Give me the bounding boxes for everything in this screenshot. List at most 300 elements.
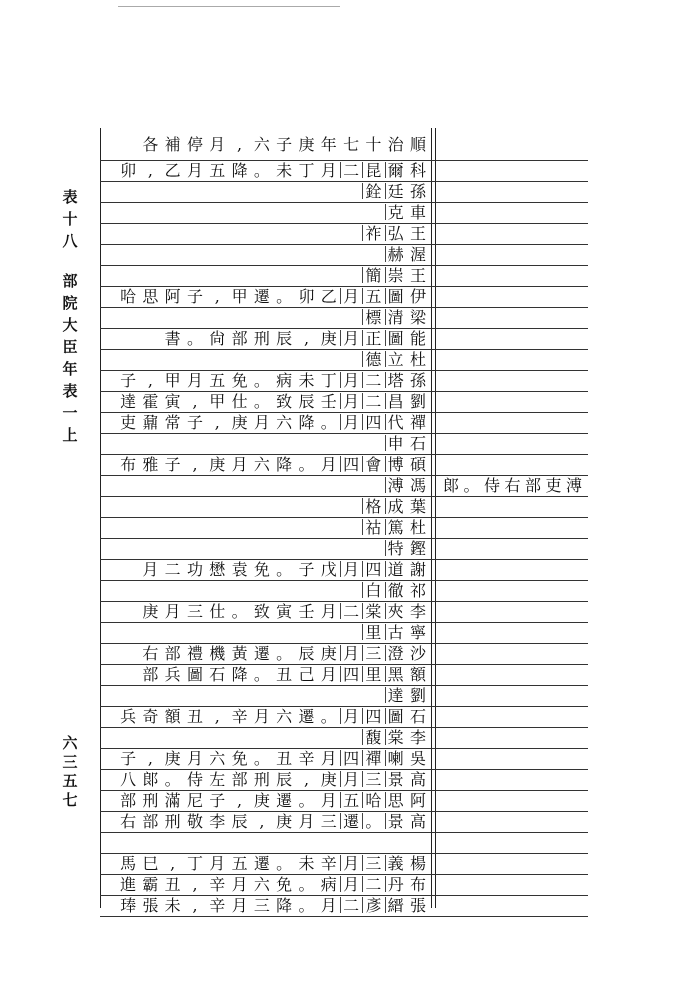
row-char: 免 <box>253 560 270 579</box>
page-number-char: 七 <box>62 791 78 809</box>
row-char: 六 <box>276 707 293 726</box>
name-separator-tick <box>385 771 386 787</box>
name-separator-tick <box>385 414 386 430</box>
name-separator-tick <box>385 687 386 703</box>
row-char: 丹 <box>387 875 404 894</box>
name-separator-tick <box>362 603 363 619</box>
row-char: 月 <box>253 707 270 726</box>
row-char: 孫 <box>409 182 426 201</box>
sidebar-title-char: 一 <box>62 404 78 422</box>
row-char: 丑 <box>276 665 293 684</box>
name-separator-tick <box>362 519 363 535</box>
row-char: , <box>147 749 153 768</box>
row-char: 病 <box>320 875 337 894</box>
row-char: 乙 <box>164 161 181 180</box>
table-row <box>104 790 428 811</box>
name-separator-tick <box>385 561 386 577</box>
row-char: 。 <box>253 665 270 684</box>
row-char: 月 <box>343 287 360 306</box>
row-char: 圖 <box>387 329 404 348</box>
row-char: 李 <box>409 728 426 747</box>
row-char: 昌 <box>387 392 404 411</box>
table-row <box>104 853 428 874</box>
table-row <box>104 517 428 538</box>
row-char: 達 <box>387 686 404 705</box>
row-char: 右 <box>142 644 159 663</box>
row-char: 子 <box>186 413 203 432</box>
row-char: 未 <box>298 854 315 873</box>
row-char: 廷 <box>387 182 404 201</box>
name-separator-tick <box>340 792 341 808</box>
row-char: 遷 <box>298 707 315 726</box>
name-separator-tick <box>340 666 341 682</box>
row-char: 遷 <box>253 287 270 306</box>
row-char: 月 <box>320 665 337 684</box>
row-char: 辰 <box>298 644 315 663</box>
row-char: 布 <box>409 875 426 894</box>
row-char: 子 <box>276 135 293 154</box>
row-char: 昆 <box>365 161 382 180</box>
table-row <box>104 622 428 643</box>
row-char: 義 <box>387 854 404 873</box>
row-char: 八 <box>120 770 137 789</box>
scan-edge-line <box>118 6 340 7</box>
name-separator-tick <box>340 603 341 619</box>
name-separator-tick <box>362 183 363 199</box>
row-char: 月 <box>343 875 360 894</box>
row-char: 。 <box>276 854 293 873</box>
row-char: 四 <box>343 455 360 474</box>
name-separator-tick <box>340 750 341 766</box>
sidebar-title-char: 年 <box>62 360 78 378</box>
name-separator-tick <box>340 708 341 724</box>
row-char: 辛 <box>209 896 226 915</box>
row-char: 己 <box>298 665 315 684</box>
name-separator-tick <box>362 225 363 241</box>
name-separator-tick <box>362 771 363 787</box>
row-char: 祚 <box>365 224 382 243</box>
row-char: 五 <box>231 854 248 873</box>
row-char: 侍 <box>186 770 203 789</box>
name-separator-tick <box>362 582 363 598</box>
row-char: 特 <box>387 539 404 558</box>
row-char: 寅 <box>164 392 181 411</box>
row-char: 補 <box>164 135 181 154</box>
row-char: 順 <box>409 135 426 154</box>
row-char: 降 <box>276 896 293 915</box>
right-column-char: 吏 <box>545 476 562 495</box>
name-separator-tick <box>340 372 341 388</box>
row-char: 額 <box>164 707 181 726</box>
row-char: 道 <box>387 560 404 579</box>
row-char: 吳 <box>409 749 426 768</box>
page-number-char: 五 <box>62 772 78 790</box>
row-char: 三 <box>320 812 337 831</box>
row-char: 馬 <box>120 854 137 873</box>
row-char: 六 <box>253 455 270 474</box>
row-char: 五 <box>209 371 226 390</box>
row-char: 子 <box>120 749 137 768</box>
row-divider <box>100 916 588 917</box>
right-column-char: 侍 <box>483 476 500 495</box>
row-char: 古 <box>387 623 404 642</box>
name-separator-tick <box>362 645 363 661</box>
name-separator-tick <box>340 456 341 472</box>
row-char: 會 <box>365 455 382 474</box>
row-char: 鼐 <box>142 413 159 432</box>
name-separator-tick <box>340 288 341 304</box>
row-char: 郞 <box>142 770 159 789</box>
row-char: 辰 <box>276 329 293 348</box>
row-char: 壬 <box>298 602 315 621</box>
table-row <box>104 769 428 790</box>
row-char: 庚 <box>164 749 181 768</box>
name-separator-tick <box>362 393 363 409</box>
row-char: 楊 <box>409 854 426 873</box>
name-separator-tick <box>362 750 363 766</box>
table-row <box>104 160 428 181</box>
table-row <box>104 307 428 328</box>
name-separator-tick <box>385 876 386 892</box>
name-separator-tick <box>385 330 386 346</box>
name-separator-tick <box>385 309 386 325</box>
row-char: 三 <box>253 896 270 915</box>
row-char: 月 <box>343 371 360 390</box>
row-char: 月 <box>343 644 360 663</box>
row-char: , <box>192 875 198 894</box>
name-separator-tick <box>340 393 341 409</box>
row-char: , <box>237 135 243 154</box>
row-char: 布 <box>120 455 137 474</box>
row-char: 降 <box>231 665 248 684</box>
row-char: , <box>147 371 153 390</box>
name-separator-tick <box>362 351 363 367</box>
row-char: 。 <box>231 602 248 621</box>
row-char: 。 <box>276 560 293 579</box>
row-char: 月 <box>320 161 337 180</box>
row-char: 琫 <box>120 896 137 915</box>
row-char: 部 <box>231 770 248 789</box>
name-separator-tick <box>385 540 386 556</box>
row-char: 黃 <box>231 644 248 663</box>
row-char: 景 <box>387 770 404 789</box>
row-char: 子 <box>209 791 226 810</box>
row-char: 袁 <box>231 560 248 579</box>
row-char: 。 <box>253 371 270 390</box>
row-char: 阿 <box>164 287 181 306</box>
row-char: 。 <box>365 812 382 831</box>
name-separator-tick <box>340 162 341 178</box>
row-char: 月 <box>298 812 315 831</box>
row-char: 免 <box>231 371 248 390</box>
row-char: 彥 <box>365 896 382 915</box>
row-char: 。 <box>298 896 315 915</box>
row-char: 年 <box>320 135 337 154</box>
row-char: , <box>147 161 153 180</box>
row-char: 辛 <box>209 875 226 894</box>
name-separator-tick <box>362 372 363 388</box>
row-char: , <box>192 392 198 411</box>
row-char: 哈 <box>365 791 382 810</box>
sidebar-title-char: 臣 <box>62 338 78 356</box>
table-row <box>104 223 428 244</box>
table-row <box>104 601 428 622</box>
right-column-entry <box>437 475 587 496</box>
name-separator-tick <box>362 330 363 346</box>
row-char: 未 <box>298 371 315 390</box>
row-char: 阿 <box>409 791 426 810</box>
name-separator-tick <box>362 666 363 682</box>
row-char: 甲 <box>164 371 181 390</box>
name-separator-tick <box>385 435 386 451</box>
table-row <box>104 412 428 433</box>
page-number-char: 六 <box>62 734 78 752</box>
row-char: , <box>303 329 310 348</box>
row-char: 子 <box>298 560 315 579</box>
row-char: 標 <box>365 308 382 327</box>
row-char: 三 <box>365 644 382 663</box>
row-char: 。 <box>164 770 181 789</box>
row-char: 七 <box>343 135 360 154</box>
row-char: 辛 <box>320 854 337 873</box>
name-separator-tick <box>385 477 386 493</box>
row-char: 清 <box>387 308 404 327</box>
row-char: 吏 <box>120 413 137 432</box>
table-row <box>104 811 428 832</box>
name-separator-tick <box>362 267 363 283</box>
name-separator-tick <box>362 309 363 325</box>
row-char: 月 <box>320 749 337 768</box>
row-char: 王 <box>409 266 426 285</box>
row-char: 李 <box>209 812 226 831</box>
row-char: , <box>214 707 220 726</box>
sidebar-title-char: 上 <box>62 426 78 444</box>
name-separator-tick <box>385 603 386 619</box>
name-separator-tick <box>385 351 386 367</box>
row-char: 禪 <box>409 413 426 432</box>
official-table <box>100 128 588 915</box>
row-char: 二 <box>343 602 360 621</box>
row-char: 博 <box>387 455 404 474</box>
row-char: 月 <box>343 707 360 726</box>
row-char: 崇 <box>387 266 404 285</box>
row-char: 右 <box>120 812 137 831</box>
row-char: 子 <box>186 287 203 306</box>
right-column-char: 溥 <box>565 476 582 495</box>
row-char: 碩 <box>409 455 426 474</box>
row-char: 里 <box>365 623 382 642</box>
name-separator-tick <box>385 792 386 808</box>
row-char: 達 <box>120 392 137 411</box>
row-char: 祜 <box>365 518 382 537</box>
row-char: 寧 <box>409 623 426 642</box>
name-separator-tick <box>385 183 386 199</box>
name-separator-tick <box>385 708 386 724</box>
table-row <box>104 202 428 223</box>
row-char: 六 <box>253 875 270 894</box>
row-char: 王 <box>409 224 426 243</box>
row-char: 庚 <box>320 329 337 348</box>
row-char: 三 <box>365 854 382 873</box>
table-row <box>104 580 428 601</box>
row-char: 巳 <box>142 854 159 873</box>
row-char: 石 <box>409 707 426 726</box>
row-char: 免 <box>231 749 248 768</box>
row-char: 杜 <box>409 518 426 537</box>
row-char: 庚 <box>231 413 248 432</box>
row-char: 渥 <box>409 245 426 264</box>
row-char: 。 <box>253 392 270 411</box>
row-char: 六 <box>253 135 270 154</box>
row-char: 五 <box>343 791 360 810</box>
name-separator-tick <box>362 897 363 913</box>
row-char: 四 <box>365 560 382 579</box>
row-char: 科 <box>409 161 426 180</box>
row-char: 機 <box>209 644 226 663</box>
table-row <box>104 895 428 916</box>
row-char: 刑 <box>253 329 270 348</box>
row-char: 四 <box>365 413 382 432</box>
row-char: 降 <box>276 455 293 474</box>
row-char: 治 <box>387 135 404 154</box>
row-char: 德 <box>365 350 382 369</box>
row-char: 月 <box>343 854 360 873</box>
row-char: 塔 <box>387 371 404 390</box>
row-char: 子 <box>164 455 181 474</box>
row-char: 降 <box>231 161 248 180</box>
row-char: 戊 <box>320 560 337 579</box>
sidebar-title-char: 表 <box>62 382 78 400</box>
name-separator-tick <box>362 498 363 514</box>
row-char: 辛 <box>231 707 248 726</box>
row-char: 兵 <box>164 665 181 684</box>
row-char: 爾 <box>387 161 404 180</box>
row-char: 辰 <box>298 392 315 411</box>
row-char: 申 <box>387 434 404 453</box>
table-row <box>104 433 428 454</box>
row-char: 仕 <box>231 392 248 411</box>
row-char: 代 <box>387 413 404 432</box>
row-char: 書 <box>164 329 181 348</box>
row-char: 格 <box>365 497 382 516</box>
row-char: 劉 <box>409 686 426 705</box>
row-char: 里 <box>365 665 382 684</box>
name-separator-tick <box>362 162 363 178</box>
row-char: 六 <box>276 413 293 432</box>
table-row <box>104 265 428 286</box>
row-char: 三 <box>186 602 203 621</box>
row-char: 赫 <box>387 245 404 264</box>
name-separator-tick <box>385 729 386 745</box>
table-row <box>104 559 428 580</box>
row-char: 額 <box>409 665 426 684</box>
row-char: 丑 <box>186 707 203 726</box>
row-char: 張 <box>409 896 426 915</box>
table-row <box>104 134 428 155</box>
name-separator-tick <box>385 456 386 472</box>
sidebar-title-char: 大 <box>62 316 78 334</box>
table-column-divider-double <box>435 128 436 908</box>
row-char: 縉 <box>387 896 404 915</box>
table-column-divider <box>431 128 432 908</box>
name-separator-tick <box>340 897 341 913</box>
name-separator-tick <box>385 288 386 304</box>
row-char: 月 <box>320 896 337 915</box>
row-char: 降 <box>298 413 315 432</box>
row-char: 。 <box>276 287 293 306</box>
row-char: 徹 <box>387 581 404 600</box>
table-row <box>104 874 428 895</box>
row-char: 簡 <box>365 266 382 285</box>
row-char: 停 <box>186 135 203 154</box>
row-char: 杜 <box>409 350 426 369</box>
name-separator-tick <box>362 708 363 724</box>
row-char: 左 <box>209 770 226 789</box>
row-char: 卯 <box>298 287 315 306</box>
row-char: 庚 <box>298 135 315 154</box>
name-separator-tick <box>385 582 386 598</box>
row-char: 遷 <box>276 791 293 810</box>
row-char: 部 <box>142 812 159 831</box>
row-char: 雅 <box>142 455 159 474</box>
name-separator-tick <box>340 771 341 787</box>
table-row <box>104 643 428 664</box>
table-row <box>104 538 428 559</box>
row-char: 鏗 <box>409 539 426 558</box>
right-column-char: 。 <box>463 476 480 495</box>
row-char: 。 <box>253 749 270 768</box>
name-separator-tick <box>362 792 363 808</box>
row-char: 部 <box>120 791 137 810</box>
row-char: 未 <box>164 896 181 915</box>
row-char: 立 <box>387 350 404 369</box>
row-char: 各 <box>142 135 159 154</box>
name-separator-tick <box>385 372 386 388</box>
table-row <box>104 496 428 517</box>
row-char: 車 <box>409 203 426 222</box>
row-char: 丑 <box>276 749 293 768</box>
name-separator-tick <box>340 561 341 577</box>
row-char: 月 <box>186 161 203 180</box>
row-char: 庚 <box>142 602 159 621</box>
name-separator-tick <box>385 519 386 535</box>
row-char: 霸 <box>142 875 159 894</box>
name-separator-tick <box>362 414 363 430</box>
row-char: 白 <box>365 581 382 600</box>
row-char: 辰 <box>231 812 248 831</box>
row-char: 卯 <box>120 161 137 180</box>
name-separator-tick <box>340 414 341 430</box>
row-char: 常 <box>164 413 181 432</box>
name-separator-tick <box>385 855 386 871</box>
row-char: 丁 <box>186 854 203 873</box>
name-separator-tick <box>362 729 363 745</box>
row-char: 六 <box>209 749 226 768</box>
row-char: , <box>170 854 176 873</box>
name-separator-tick <box>362 561 363 577</box>
row-char: 沙 <box>409 644 426 663</box>
page-number-char: 三 <box>62 753 78 771</box>
row-char: 劉 <box>409 392 426 411</box>
row-char: 伊 <box>409 287 426 306</box>
row-char: 月 <box>209 135 226 154</box>
row-char: 高 <box>409 770 426 789</box>
table-row <box>104 391 428 412</box>
row-char: 霍 <box>142 392 159 411</box>
row-char: 懋 <box>209 560 226 579</box>
row-char: 。 <box>298 791 315 810</box>
row-char: 棠 <box>365 602 382 621</box>
